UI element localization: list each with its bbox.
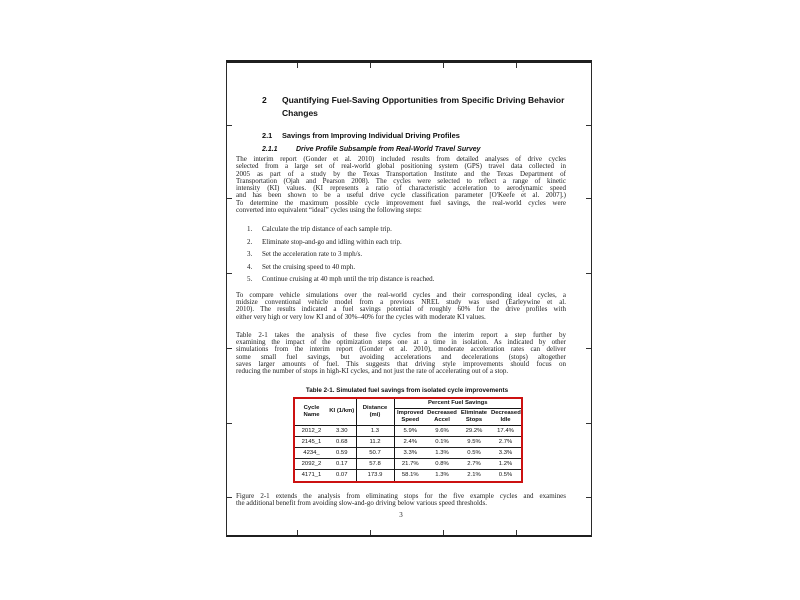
tick-mark xyxy=(586,348,591,349)
paragraph-line: reducing the number of stops in high-KI cycles, and not just the rate of accelerating out of a stop. xyxy=(236,367,509,376)
paragraph-line: intensity (KI) values. (KI represents a ratio of characteristic acceleration to aerodynamic speed xyxy=(236,184,566,193)
tick-mark xyxy=(227,198,232,199)
table-cell: 29.2% xyxy=(458,425,490,436)
tick-mark xyxy=(586,423,591,424)
tick-mark xyxy=(586,497,591,498)
paragraph-line: To determine the maximum possible cycle improvement fuel savings, the real-world cycles were xyxy=(236,198,566,207)
table-cell: 0.17 xyxy=(328,459,356,470)
table-cell: 3.3% xyxy=(490,447,522,458)
list-item xyxy=(247,264,566,271)
table-cell: 50.7 xyxy=(356,447,394,458)
paragraph-line: midsize conventional vehicle model from a previous NREL study was used (Earleywine et al. xyxy=(236,297,566,306)
scanned-page-frame xyxy=(226,60,592,537)
list-item-number: 3. xyxy=(247,250,253,259)
paragraph-line: Transportation (Ojah and Pearson 2008). The cycles were selected to reflect a range of kinetic xyxy=(236,176,566,185)
list-item-number: 5. xyxy=(247,275,253,284)
table-cell: 4234_ xyxy=(294,447,328,458)
table-cell: 2.1% xyxy=(458,470,490,482)
table-cell: 2012_2 xyxy=(294,425,328,436)
table-cell: 58.1% xyxy=(394,470,426,482)
paragraph-line: converted into equivalent “ideal” cycles using the following steps: xyxy=(236,206,422,215)
tick-mark xyxy=(297,530,298,535)
table-cell: 2.7% xyxy=(490,436,522,447)
table-cell: 57.8 xyxy=(356,459,394,470)
tick-mark xyxy=(227,497,232,498)
tick-mark xyxy=(227,125,232,126)
table-row xyxy=(294,447,522,458)
tick-mark xyxy=(370,530,371,535)
table-cell: 1.3% xyxy=(426,447,458,458)
paragraph-line: saves larger amounts of fuel. This suggests that driving style improvements should focus on xyxy=(236,359,566,368)
paragraph-line: and has been shown to be a useful drive cycle classification parameter [O'Keefe et al. 2007].) xyxy=(236,191,566,200)
paragraph-line: Figure 2-1 extends the analysis from eliminating stops for the five example cycles and examines xyxy=(236,491,566,500)
table-cell: 21.7% xyxy=(394,459,426,470)
list-item-text: Set the acceleration rate to 3 mph/s. xyxy=(262,250,363,259)
paragraph xyxy=(236,156,566,214)
table-cell: 11.2 xyxy=(356,436,394,447)
table-cell: 4171_1 xyxy=(294,470,328,482)
list-item-text: Calculate the trip distance of each sample trip. xyxy=(262,225,392,234)
paragraph-line: simulations from the interim report (Gonder et al. 2010), moderate acceleration rates can deliver xyxy=(236,345,566,354)
table-cell: 1.3 xyxy=(356,425,394,436)
tick-mark xyxy=(516,530,517,535)
paragraph xyxy=(236,332,566,376)
col-group-header: Percent Fuel Savings xyxy=(394,398,522,409)
paragraph xyxy=(236,493,566,508)
table-cell: 2.7% xyxy=(458,459,490,470)
table-block xyxy=(293,387,521,483)
list-item-number: 2. xyxy=(247,237,253,246)
subsection-number: 2.1 xyxy=(262,131,273,140)
col-header-decreased-accel: Decreased Accel xyxy=(426,408,458,425)
list-item xyxy=(247,276,566,283)
table-caption: Table 2-1. Simulated fuel savings from isolated cycle improvements xyxy=(305,386,509,394)
table-row xyxy=(294,470,522,482)
table-cell: 1.2% xyxy=(490,459,522,470)
tick-mark xyxy=(227,423,232,424)
table-cell: 0.1% xyxy=(426,436,458,447)
paragraph-line: 2010). The results indicated a fuel savings potential of roughly 60% for the drive profiles with xyxy=(236,305,566,314)
table-cell: 5.9% xyxy=(394,425,426,436)
data-table xyxy=(293,397,523,483)
paragraph-line: either very high or very low KI and of 30%–40% for the cycles with moderate KI values. xyxy=(236,312,486,321)
table-cell: 2092_2 xyxy=(294,459,328,470)
table-cell: 0.5% xyxy=(490,470,522,482)
col-header-distance: Distance (mi) xyxy=(356,398,394,426)
list-item-text: Continue cruising at 40 mph until the trip distance is reached. xyxy=(262,275,435,284)
col-header-eliminate-stops: Eliminate Stops xyxy=(458,408,490,425)
tick-mark xyxy=(586,273,591,274)
table-cell: 2145_1 xyxy=(294,436,328,447)
subsubsection-title: Drive Profile Subsample from Real-World Travel Survey xyxy=(296,146,481,153)
col-header-decreased-idle: Decreased Idle xyxy=(490,408,522,425)
table-cell: 2.4% xyxy=(394,436,426,447)
tick-mark xyxy=(227,348,232,349)
paragraph-line: the additional benefit from avoiding slow-and-go driving below various speed thresholds. xyxy=(236,498,487,507)
table-cell: 3.30 xyxy=(328,425,356,436)
table-cell: 0.07 xyxy=(328,470,356,482)
paragraph-line: examining the impact of the optimization steps one at a time in isolation. As indicated by other xyxy=(236,338,566,347)
paragraph-line: To compare vehicle simulations over the real-world cycles and their corresponding ideal cycles, a xyxy=(236,290,566,299)
col-header-cycle-name: Cycle Name xyxy=(294,398,328,426)
table-cell: 9.5% xyxy=(458,436,490,447)
paragraph-line: selected from a large set of real-world global positioning system (GPS) travel data collected in xyxy=(236,162,566,171)
paragraph-line: The interim report (Gonder et al. 2010) included results from detailed analyses of drive cycles xyxy=(236,155,566,163)
tick-mark xyxy=(586,198,591,199)
list-item-number: 4. xyxy=(247,262,253,271)
subsubsection-number: 2.1.1 xyxy=(262,146,278,153)
document-content xyxy=(236,63,566,519)
table-row xyxy=(294,436,522,447)
tick-mark xyxy=(586,125,591,126)
table-cell: 17.4% xyxy=(490,425,522,436)
section-title: Quantifying Fuel-Saving Opportunities from Specific Driving Behavior Changes xyxy=(282,95,565,118)
subsection-heading xyxy=(262,131,566,140)
section-heading xyxy=(262,94,566,120)
list-item xyxy=(247,251,566,258)
list-item-number: 1. xyxy=(247,225,253,234)
table-cell: 0.68 xyxy=(328,436,356,447)
subsection-title: Savings from Improving Individual Driving Profiles xyxy=(282,131,460,140)
tick-mark xyxy=(443,530,444,535)
list-item xyxy=(247,226,566,233)
table-cell: 173.9 xyxy=(356,470,394,482)
table-cell: 0.8% xyxy=(426,459,458,470)
ordered-list xyxy=(236,226,566,283)
table-row xyxy=(294,459,522,470)
paragraph-line: 2005 as part of a study by the Texas Transportation Institute and the Texas Department of xyxy=(236,169,566,178)
table-cell: 0.59 xyxy=(328,447,356,458)
col-header-improved-speed: Improved Speed xyxy=(394,408,426,425)
list-item xyxy=(247,239,566,246)
table-cell: 0.5% xyxy=(458,447,490,458)
table-cell: 1.3% xyxy=(426,470,458,482)
table-row xyxy=(294,425,522,436)
paragraph-line: some small fuel savings, but avoiding accelerations and decelerations (stops) altogether xyxy=(236,352,566,361)
section-number: 2 xyxy=(262,95,267,105)
list-item-text: Set the cruising speed to 40 mph. xyxy=(262,262,356,271)
tick-mark xyxy=(227,273,232,274)
paragraph-line: Table 2-1 takes the analysis of these five cycles from the interim report a step further by xyxy=(236,330,566,339)
table-cell: 3.3% xyxy=(394,447,426,458)
page-number: 3 xyxy=(399,511,403,520)
list-item-text: Eliminate stop-and-go and idling within each trip. xyxy=(262,237,402,246)
col-header-ki: KI (1/km) xyxy=(328,398,356,426)
subsubsection-heading xyxy=(262,145,566,154)
table-cell: 9.6% xyxy=(426,425,458,436)
paragraph xyxy=(236,292,566,321)
